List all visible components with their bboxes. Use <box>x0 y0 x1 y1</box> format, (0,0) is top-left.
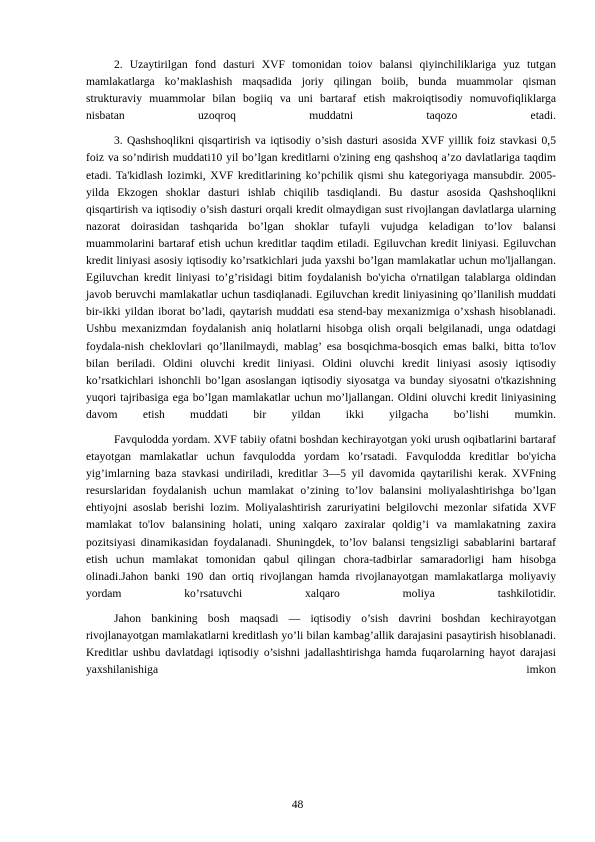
paragraph-extended-fund-facility: 2. Uzaytirilgan fond dasturi XVF tomonidan toiov balansi qiyinchiliklariga yuz tutgan mamlakatlarga ko’maklashish maqsadida joriy qilingan boiib, bunda muammolar qisman strukturaviy muammolar bilan bogiiq va uni bartaraf etish makroiqtisodiy nomuvofiqliklarga nisbatan uzoqroq muddatni taqozo etadi. <box>86 58 556 123</box>
paragraph-emergency-assistance: Favqulodda yordam. XVF tabiiy ofatni boshdan kechirayotgan yoki urush oqibatlarini bartaraf etayotgan mamlakatlar uchun favqulodda yordam ko’rsatadi. Favqulodda kreditlar bo'yicha yig’imlarning baza stavkasi undiriladi, kreditlar 3—5 yil davomida qaytarilishi kerak. XVFning resurslaridan foydalanish uchun mamlakat o’zining to’lov balansini moliyalashtirishga bo’lgan ehtiyojni asoslab berishi lozim. Moliyalashtirish zaruriyatini belgilovchi mezonlar sifatida XVF mamlakat to'lov balansining holati, uning xalqaro zaxiralar qoldig’i va mamlakatning zaxira pozitsiyasi dinamikasidan foydalanadi. Shuningdek, to’lov balansi tengsizligi sabablarini bartaraf etish uchun mamlakat tomonidan qabul qilingan chora-tadbirlar samaradorligi ham hisobga olinadi.Jahon banki 190 dan ortiq rivojlangan hamda rivojlanayotgan mamlakatlarga moliyaviy yordam ko’rsatuvchi xalqaro moliya tashkilotidir. <box>86 432 556 600</box>
page-number: 48 <box>291 798 304 811</box>
document-page <box>86 56 556 687</box>
paragraph-poverty-reduction-growth: 3. Qashshoqlikni qisqartirish va iqtisodiy o’sish dasturi asosida XVF yillik foiz stavkasi 0,5 foiz va so’ndirish muddati10 yil bo’lgan kreditlarni o'zining eng qashshoq a’zo davlatlariga taqdim etadi. Ta'kidlash lozimki, XVF kreditlarining ko’pchilik qismi shu kategoriyaga mansubdir. 2005-yilda Ekzogen shoklar dasturi ishlab chiqilib tasdiqlandi. Bu dastur asosida Qashshoqlikni qisqartirish va iqtisodiy o’sish dasturi orqali kredit olmaydigan sust rivojlangan davlatlarga ularning nazorat doirasidan tashqarida bo’lgan shoklar tufayli vujudga keladigan to’lov balansi muammolarini bartaraf etish uchun kreditlar taqdim etiladi. Egiluvchan kredit liniyasi. Egiluvchan kredit liniyasi asosiy iqtisodiy ko’rsatkichlari juda yaxshi bo’lgan mamlakatlar uchun mo'ljallangan. Egiluvchan kredit liniyasi to’g’risidagi bitim foydalanish bo'yicha o'rnatilgan talablarga oldindan javob beruvchi mamlakatlar uchun tasdiqlanadi. Egiluvchan kredit liniyasining qo’llanilish muddati bir-ikki yildan iborat bo’ladi, qaytarish muddati esa stend-bay mexanizmiga o’xshash hisoblanadi. Ushbu mexanizmdan foydalanish aniq holatlarni hisobga olish orqali belgilanadi, unga odatdagi foydala-nish cheklovlari qo’llanilmaydi, mablag’ esa bosqichma-bosqich emas balki, bitta to'lov bilan beriladi. Oldini oluvchi kredit liniyasi. Oldini oluvchi kredit liniyasi asosiy iqtisodiy ko’rsatkichlari ishonchli bo’lgan asoslangan iqtisodiy siyosatga va bunday siyosatni o'tkazishning yuqori tajribasiga ega bo’lgan mamlakatlar uchun mo’ljallangan. Oldini oluvchi kredit liniyasining davom etish muddati bir yildan ikki yilgacha bo’lishi mumkin. <box>86 134 556 421</box>
paragraph-world-bank-goal: Jahon bankining bosh maqsadi — iqtisodiy o’sish davrini boshdan kechirayotgan rivojlanayotgan mamlakatlarni kreditlash yo’li bilan kambag’allik darajasini pasaytirish hisoblanadi. Kreditlar ushbu davlatdagi iqtisodiy o’sishni jadallashtirishga hamda fuqarolarning hayot darajasi yaxshilanishiga imkon <box>86 611 556 677</box>
